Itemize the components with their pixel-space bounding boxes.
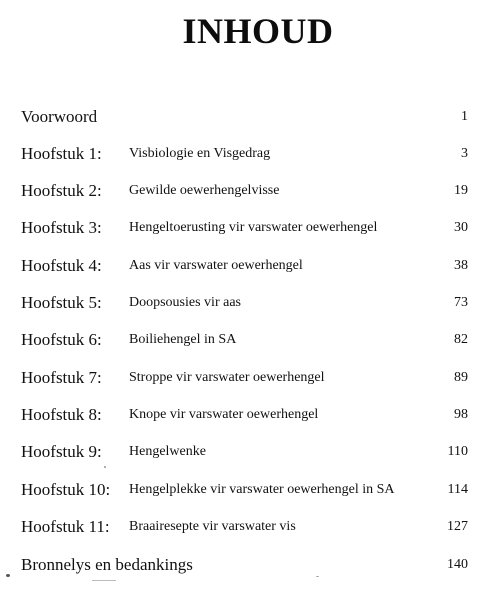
toc-entry-chapter-2 bbox=[0, 181, 500, 205]
toc-entry-page: 30 bbox=[454, 220, 468, 235]
toc-entry-chapter-3 bbox=[0, 218, 500, 242]
page-title: INHOUD bbox=[182, 11, 334, 51]
toc-entry-label: Hoofstuk 1: bbox=[21, 144, 102, 163]
toc-entry-label: Hoofstuk 10: bbox=[21, 480, 111, 499]
toc-entry-label: Hoofstuk 9: bbox=[21, 442, 102, 461]
toc-entry-page: 3 bbox=[461, 146, 468, 161]
toc-entry-page: 127 bbox=[447, 519, 468, 534]
toc-entry-label: Hoofstuk 3: bbox=[21, 218, 102, 237]
toc-entry-title: Knope vir varswater oewerhengel bbox=[129, 407, 319, 422]
toc-entry-chapter-9 bbox=[0, 442, 500, 466]
toc-entry-title: Braairesepte vir varswater vis bbox=[129, 519, 296, 534]
toc-entry-title: Doopsousies vir aas bbox=[129, 295, 241, 310]
toc-entry-title: Hengelplekke vir varswater oewerhengel in SA bbox=[129, 482, 395, 497]
toc-entry-page: 114 bbox=[447, 482, 468, 497]
toc-entry-page: 140 bbox=[447, 557, 468, 572]
toc-entry-title: Aas vir varswater oewerhengel bbox=[129, 258, 303, 273]
toc-entry-label: Hoofstuk 4: bbox=[21, 256, 102, 275]
toc-entry-title: Boiliehengel in SA bbox=[129, 332, 237, 347]
toc-entry-label: Hoofstuk 2: bbox=[21, 181, 102, 200]
scan-speck bbox=[92, 580, 116, 581]
toc-entry-page: 82 bbox=[454, 332, 468, 347]
toc-entry-page: 110 bbox=[447, 444, 468, 459]
toc-entry-label: Hoofstuk 6: bbox=[21, 330, 102, 349]
toc-entry-title: Hengeltoerusting vir varswater oewerhengel bbox=[129, 220, 378, 235]
toc-entry-page: 19 bbox=[454, 183, 468, 198]
toc-entry-title: Visbiologie en Visgedrag bbox=[129, 146, 271, 161]
toc-entry-page: 89 bbox=[454, 370, 468, 385]
toc-entry-chapter-11 bbox=[0, 517, 500, 541]
toc-entry-chapter-4 bbox=[0, 256, 500, 280]
toc-entry-label: Hoofstuk 11: bbox=[21, 517, 110, 536]
toc-entry-chapter-5 bbox=[0, 293, 500, 317]
toc-entry-label: Hoofstuk 5: bbox=[21, 293, 102, 312]
toc-entry-chapter-10 bbox=[0, 480, 500, 504]
toc-entry-page: 98 bbox=[454, 407, 468, 422]
toc-entry-page: 1 bbox=[461, 109, 468, 124]
toc-entry-voorwoord bbox=[0, 107, 500, 131]
toc-entry-chapter-6 bbox=[0, 330, 500, 354]
toc-entry-title: Hengelwenke bbox=[129, 444, 206, 459]
toc-entry-label: Hoofstuk 7: bbox=[21, 368, 102, 387]
toc-entry-page: 38 bbox=[454, 258, 468, 273]
toc-entry-label: Bronnelys en bedankings bbox=[21, 555, 193, 574]
toc-entry-bronnelys bbox=[0, 555, 500, 579]
scan-speck bbox=[104, 466, 106, 468]
toc-entry-chapter-8 bbox=[0, 405, 500, 429]
toc-entry-chapter-1 bbox=[0, 144, 500, 168]
scan-speck bbox=[6, 574, 10, 577]
toc-entry-title: Stroppe vir varswater oewerhengel bbox=[129, 370, 325, 385]
toc-entry-chapter-7 bbox=[0, 368, 500, 392]
toc-entry-title: Gewilde oewerhengelvisse bbox=[129, 183, 280, 198]
toc-entry-page: 73 bbox=[454, 295, 468, 310]
toc-entry-label: Hoofstuk 8: bbox=[21, 405, 102, 424]
toc-entry-label: Voorwoord bbox=[21, 107, 98, 126]
scan-speck bbox=[316, 576, 319, 577]
